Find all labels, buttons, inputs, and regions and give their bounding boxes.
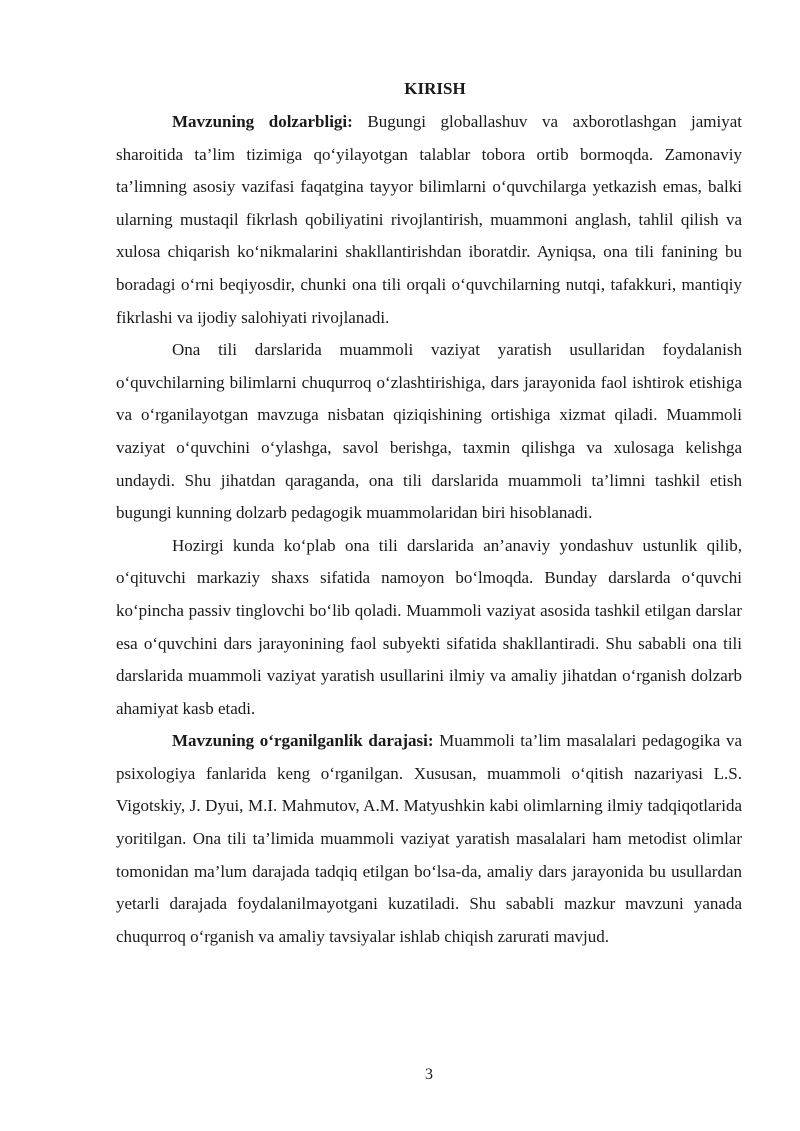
paragraph-relevance	[116, 106, 742, 334]
paragraph-study-degree	[116, 725, 742, 953]
paragraph-lead: Mavzuning o‘rganilganlik darajasi:	[172, 731, 434, 751]
section-title: KIRISH	[404, 79, 466, 98]
paragraph-text: Muammoli ta’lim masalalari pedagogika va psixologiya fanlarida keng o‘rganilgan. Xususan, muammoli o‘qitish nazariyasi L.S. Vigotskiy, J. Dyui, M.I. Mahmutov, A.M. Matyushkin kabi olimlarning ilmiy tadqiqotlarida yoritilgan. Ona tili ta’limida muammoli vaziyat yaratish masalalari ham metodist olimlar tomonidan ma’lum darajada tadqiq etilgan bo‘lsa-da, amaliy dars jarayonida bu usullardan yetarli darajada foydalanilmayotgani kuzatiladi. Shu sababli mazkur mavzuni yanada chuqurroq o‘rganish va amaliy tavsiyalar ishlab chiqish zarurati mavjud.	[116, 731, 742, 946]
paragraph-problem-situation	[116, 334, 742, 530]
paragraph-text: Bugungi globallashuv va axborotlashgan jamiyat sharoitida ta’lim tizimiga qo‘yilayotgan talablar tobora ortib bormoqda. Zamonaviy ta’limning asosiy vazifasi faqatgina tayyor bilimlarni o‘quvchilarga yetkazish emas, balki ularning mustaqil fikrlash qobiliyatini rivojlantirish, muammoni anglash, tahlil qilish va xulosa chiqarish ko‘nikmalarini shakllantirishdan iboratdir. Ayniqsa, ona tili fanining bu boradagi o‘rni beqiyosdir, chunki ona tili orqali o‘quvchilarning nutqi, tafakkuri, mantiqiy fikrlashi va ijodiy salohiyati rivojlanadi.	[116, 112, 743, 327]
paragraph-text: Ona tili darslarida muammoli vaziyat yaratish usullaridan foydalanish o‘quvchilarning bilimlarni chuqurroq o‘zlashtirishiga, dars jarayonida faol ishtirok etishiga va o‘rganilayotgan mavzuga nisbatan qiziqishining ortishiga xizmat qiladi. Muammoli vaziyat o‘quvchini o‘ylashga, savol berishga, taxmin qilishga va xulosaga kelishga undaydi. Shu jihatdan qaraganda, ona tili darslarida muammoli ta’limni tashkil etish bugungi kunning dolzarb pedagogik muammolaridan biri hisoblanadi.	[116, 340, 742, 523]
paragraph-lead: Mavzuning dolzarbligi:	[172, 112, 353, 131]
page-number: 3	[425, 1066, 433, 1083]
page-content	[116, 74, 742, 953]
paragraph-traditional-approach	[116, 530, 742, 726]
paragraph-text: Hozirgi kunda ko‘plab ona tili darslarida an’anaviy yondashuv ustunlik qilib, o‘qituvchi markaziy shaxs sifatida namoyon bo‘lmoqda. Bunday darslarda o‘quvchi ko‘pincha passiv tinglovchi bo‘lib qoladi. Muammoli vaziyat asosida tashkil etilgan darslar esa o‘quvchini dars jarayonining faol subyekti sifatida shakllantiradi. Shu sababli ona tili darslarida muammoli vaziyat yaratish usullarini ilmiy va amaliy jihatdan o‘rganish dolzarb ahamiyat kasb etadi.	[116, 535, 742, 718]
